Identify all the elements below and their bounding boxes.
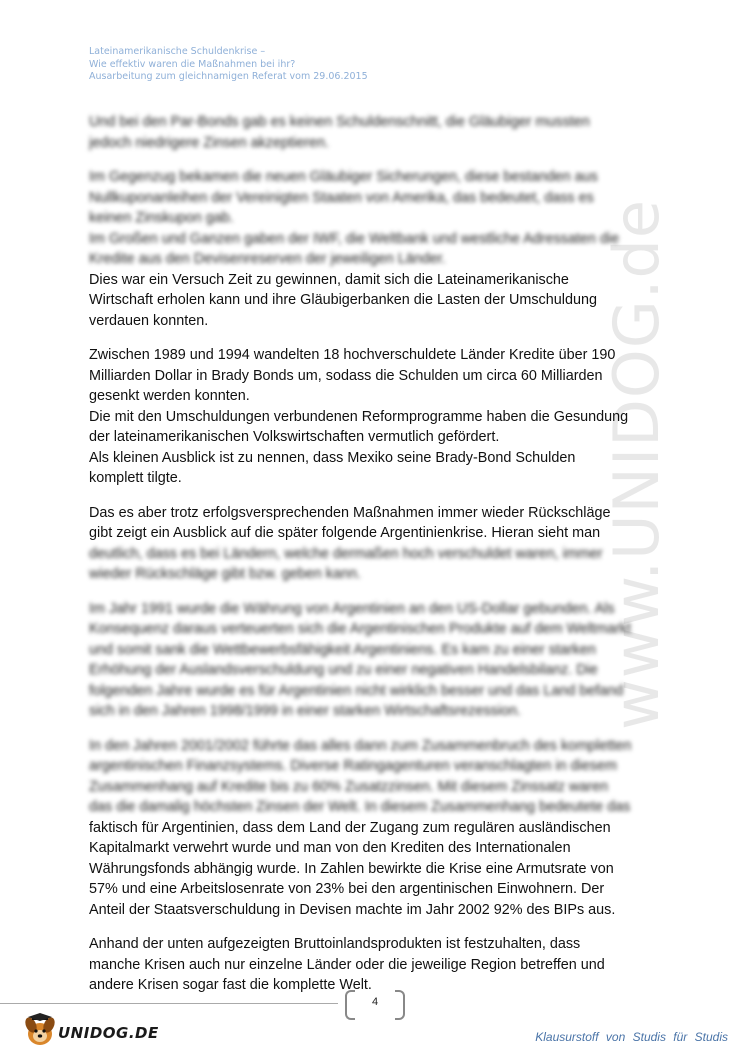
blurred-text-line: Nullkuponanleihen der Vereinigten Staaten von Amerika, das bedeutet, dass es: [89, 189, 594, 206]
blurred-text-line: das die damalig höchsten Zinsen der Welt. In diesem Zusammenhang bedeutete das: [89, 799, 631, 815]
text-line: Als kleinen Ausblick ist zu nennen, dass Mexiko seine Brady-Bond Schulden: [89, 449, 576, 466]
page-number-frame: [345, 990, 405, 1018]
paragraph: [89, 112, 654, 153]
paragraph: [89, 345, 654, 489]
paragraph: [89, 503, 654, 585]
footer-tagline: Klausurstoff von Studis für Studis: [535, 1030, 728, 1044]
text-line: Anhand der unten aufgezeigten Bruttoinlandsprodukten ist festzuhalten, dass: [89, 936, 581, 952]
blurred-text-line: Und bei den Par-Bonds gab es keinen Schuldenschnitt, die Gläubiger mussten: [89, 114, 590, 130]
text-line: Währungsfonds abhängig wurde. In Zahlen bewirkte die Krise eine Armutsrate von: [89, 860, 614, 877]
footer-divider: [0, 1003, 338, 1004]
blurred-text-line: wieder Rückschläge gibt bzw. geben kann.: [89, 566, 361, 582]
blurred-text-line: und somit sank die Wettbewerbsfähigkeit Argentiniens. Es kam zu einer starken: [89, 641, 596, 658]
paragraph: [89, 934, 654, 996]
document-body: [89, 112, 654, 1010]
paragraph: [89, 167, 654, 331]
text-line: gibt zeigt ein Ausblick auf die später folgende Argentinienkrise. Hieran sieht man: [89, 525, 601, 541]
text-line: Anteil der Staatsverschuldung in Devisen machte im Jahr 2002 92% des BIPs aus.: [89, 901, 616, 918]
right-bracket: [395, 990, 405, 1020]
text-line: Wirtschaft erholen kann und ihre Gläubigerbanken die Lasten der Umschuldung: [89, 292, 597, 308]
blurred-text-line: sich in den Jahren 1998/1999 in einer starken Wirtschaftsrezession.: [89, 703, 521, 719]
blurred-text-line: Kredite aus den Devisenreserven der jeweiligen Länder.: [89, 251, 446, 267]
watermark: www.UNIDOG.de: [600, 199, 673, 730]
text-line: der lateinamerikanischen Volkswirtschaften vermutlich gefördert.: [89, 429, 500, 445]
unidog-logo: [22, 1012, 162, 1048]
blurred-text-line: argentinischen Finanzsystems. Diverse Ratingagenturen veranschlagten in diesem: [89, 758, 617, 774]
blurred-text-line: Im Großen und Ganzen gaben der IWF, die Weltbank und westliche Adressaten die: [89, 230, 620, 247]
dog-mascot-icon: [22, 1012, 58, 1048]
text-line: komplett tilgte.: [89, 470, 182, 486]
text-line: manche Krisen auch nur einzelne Länder oder die jeweilige Region betreffen und: [89, 956, 605, 973]
text-line: Dies war ein Versuch Zeit zu gewinnen, damit sich die Lateinamerikanische: [89, 271, 569, 288]
blurred-text-line: jedoch niedrigere Zinsen akzeptieren.: [89, 134, 329, 151]
page-number: 4: [371, 996, 379, 1008]
text-line: 57% und eine Arbeitslosenrate von 23% bei den argentinischen Einwohnern. Der: [89, 881, 605, 897]
blurred-text-line: In den Jahren 2001/2002 führte das alles dann zum Zusammenbruch des kompletten: [89, 737, 632, 754]
text-line: faktisch für Argentinien, dass dem Land der Zugang zum regulären ausländischen: [89, 819, 611, 836]
header-line-1: Lateinamerikanische Schuldenkrise –: [89, 46, 266, 57]
document-header: [89, 46, 509, 84]
logo-text: UNIDOG.DE: [58, 1024, 159, 1042]
text-line: verdauen konnten.: [89, 312, 209, 329]
text-line: gesenkt werden konnten.: [89, 388, 250, 404]
text-line: Milliarden Dollar in Brady Bonds um, sodass die Schulden um circa 60 Milliarden: [89, 367, 603, 384]
blurred-text-line: Zusammenhang auf Kredite bis zu 60% Zusatzzinsen. Mit diesem Zinssatz waren: [89, 778, 609, 795]
paragraph: [89, 599, 654, 722]
text-line: Zwischen 1989 und 1994 wandelten 18 hochverschuldete Länder Kredite über 190: [89, 347, 616, 363]
text-line: Kapitalmarkt verwehrt wurde und man von den Krediten des Internationalen: [89, 840, 571, 856]
header-line-3: Ausarbeitung zum gleichnamigen Referat vom 29.06.2015: [89, 71, 368, 82]
blurred-text-line: Erhöhung der Auslandsverschuldung und zu einer negativen Handelsbilanz. Die: [89, 662, 598, 678]
blurred-text-line: keinen Zinskupon gab.: [89, 210, 234, 226]
blurred-text-line: Im Gegenzug bekamen die neuen Gläubiger Sicherungen, diese bestanden aus: [89, 169, 598, 185]
text-line: Das es aber trotz erfolgsversprechenden Maßnahmen immer wieder Rückschläge: [89, 504, 611, 521]
text-line: andere Krisen sogar fast die komplette Welt.: [89, 977, 372, 993]
blurred-text-line: folgenden Jahre wurde es für Argentinien nicht wirklich besser und das Land befand: [89, 682, 624, 699]
blurred-text-line: Im Jahr 1991 wurde die Währung von Argentinien an den US-Dollar gebunden. Als: [89, 600, 615, 617]
text-line: Die mit den Umschuldungen verbundenen Reformprogramme haben die Gesundung: [89, 408, 629, 425]
blurred-text-line: Konsequenz daraus verteuerten sich die Argentinischen Produkte auf dem Weltmarkt: [89, 621, 632, 637]
blurred-text-line: deutlich, dass es bei Ländern, welche dermaßen hoch verschuldet waren, immer: [89, 545, 603, 562]
paragraph: [89, 736, 654, 921]
header-line-2: Wie effektiv waren die Maßnahmen bei ihr?: [89, 58, 296, 70]
